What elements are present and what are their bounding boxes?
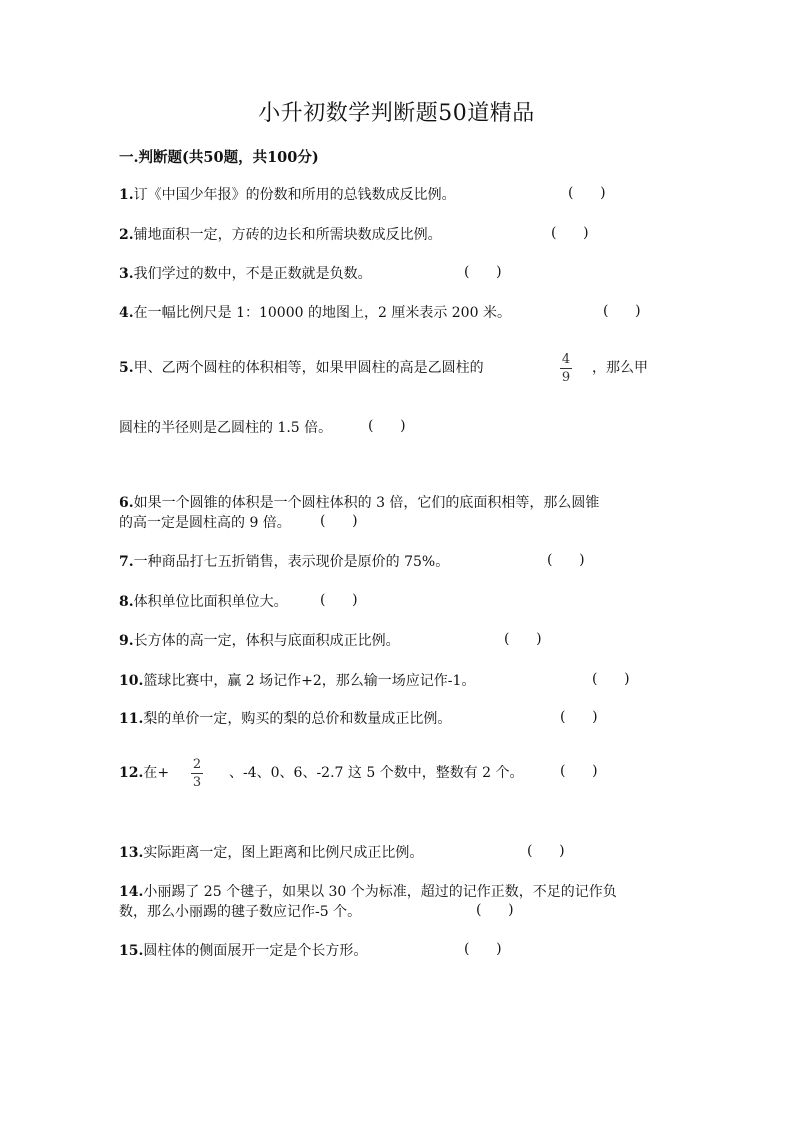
question-15 <box>119 941 367 961</box>
question-number: 2. <box>119 227 134 243</box>
question-6 <box>119 493 599 513</box>
question-text: 长方体的高一定，体积与底面积成正比例。 <box>133 633 400 649</box>
question-text: 铺地面积一定，方砖的边长和所需块数成反比例。 <box>133 227 442 243</box>
question-text: 梨的单价一定，购买的梨的总价和数量成正比例。 <box>143 711 452 727</box>
fraction-denominator: 9 <box>561 370 571 385</box>
section-heading: 一.判断题(共50题，共100分) <box>119 149 319 166</box>
answer-blank-6[interactable]: ( ) <box>320 513 358 529</box>
question-number: 1. <box>119 187 134 203</box>
answer-blank-15[interactable]: ( ) <box>464 941 502 957</box>
question-text: 甲、乙两个圆柱的体积相等，如果甲圆柱的高是乙圆柱的 <box>133 360 484 376</box>
question-number: 5. <box>119 360 134 376</box>
question-number: 13. <box>119 845 144 861</box>
answer-blank-11[interactable]: ( ) <box>560 709 598 725</box>
fraction-numerator: 2 <box>192 757 202 772</box>
question-11 <box>119 709 451 729</box>
question-text: 在一幅比例尺是 1：10000 的地图上，2 厘米表示 200 米。 <box>133 305 511 321</box>
question-number: 7. <box>119 554 134 570</box>
question-2 <box>119 225 442 245</box>
question-14-line-2: 数，那么小丽踢的毽子数应记作-5 个。 <box>119 904 362 920</box>
question-text: 我们学过的数中，不是正数就是负数。 <box>133 266 372 282</box>
answer-blank-13[interactable]: ( ) <box>527 843 565 859</box>
fraction-bar <box>191 773 203 774</box>
fraction-denominator: 3 <box>192 775 202 790</box>
answer-blank-5[interactable]: ( ) <box>368 418 406 434</box>
question-text: 一种商品打七五折销售，表示现价是原价的 75%。 <box>133 554 450 570</box>
question-number: 8. <box>119 594 134 610</box>
question-number: 14. <box>119 884 144 900</box>
question-number: 11. <box>119 711 144 727</box>
question-1 <box>119 185 456 205</box>
answer-blank-7[interactable]: ( ) <box>547 552 585 568</box>
question-3 <box>119 264 372 284</box>
question-8 <box>119 592 288 612</box>
fraction-numerator: 4 <box>561 352 571 367</box>
question-5 <box>119 358 484 378</box>
question-number: 12. <box>119 765 144 781</box>
question-12 <box>119 763 169 783</box>
question-number: 9. <box>119 633 134 649</box>
question-14 <box>119 882 617 902</box>
answer-blank-12[interactable]: ( ) <box>560 763 598 779</box>
page-title: 小升初数学判断题50道精品 <box>258 101 535 126</box>
answer-blank-2[interactable]: ( ) <box>551 225 589 241</box>
answer-blank-4[interactable]: ( ) <box>603 303 641 319</box>
answer-blank-1[interactable]: ( ) <box>568 185 606 201</box>
question-text: 如果一个圆锥的体积是一个圆柱体积的 3 倍，它们的底面积相等，那么圆锥 <box>133 495 600 511</box>
question-text: 订《中国少年报》的份数和所用的总钱数成反比例。 <box>133 187 456 203</box>
fraction-4-9 <box>560 352 572 385</box>
fraction-bar <box>560 368 572 369</box>
question-6-line-2: 的高一定是圆柱高的 9 倍。 <box>119 515 291 531</box>
question-text: 在+ <box>143 765 170 781</box>
question-4 <box>119 303 511 323</box>
answer-blank-14[interactable]: ( ) <box>476 902 514 918</box>
question-5-line-2: 圆柱的半径则是乙圆柱的 1.5 倍。 <box>119 420 333 436</box>
question-text: 小丽踢了 25 个毽子，如果以 30 个为标准，超过的记作正数，不足的记作负 <box>143 884 617 900</box>
question-number: 15. <box>119 943 144 959</box>
question-7 <box>119 552 449 572</box>
question-number: 4. <box>119 305 134 321</box>
answer-blank-8[interactable]: ( ) <box>320 592 358 608</box>
question-text: 圆柱体的侧面展开一定是个长方形。 <box>143 943 368 959</box>
question-5-continuation: ，那么甲 <box>592 360 648 376</box>
answer-blank-9[interactable]: ( ) <box>504 631 542 647</box>
question-text: 实际距离一定，图上距离和比例尺成正比例。 <box>143 845 424 861</box>
fraction-2-3 <box>191 757 203 790</box>
question-number: 3. <box>119 266 134 282</box>
question-number: 6. <box>119 495 134 511</box>
question-9 <box>119 631 400 651</box>
question-number: 10. <box>119 673 144 689</box>
answer-blank-3[interactable]: ( ) <box>464 264 502 280</box>
question-text: 篮球比赛中，赢 2 场记作+2，那么输一场应记作-1。 <box>143 673 476 689</box>
question-text: 体积单位比面积单位大。 <box>133 594 288 610</box>
question-12-continuation: 、-4、0、6、-2.7 这 5 个数中，整数有 2 个。 <box>229 765 524 781</box>
answer-blank-10[interactable]: ( ) <box>592 671 630 687</box>
question-13 <box>119 843 423 863</box>
question-10 <box>119 671 475 691</box>
